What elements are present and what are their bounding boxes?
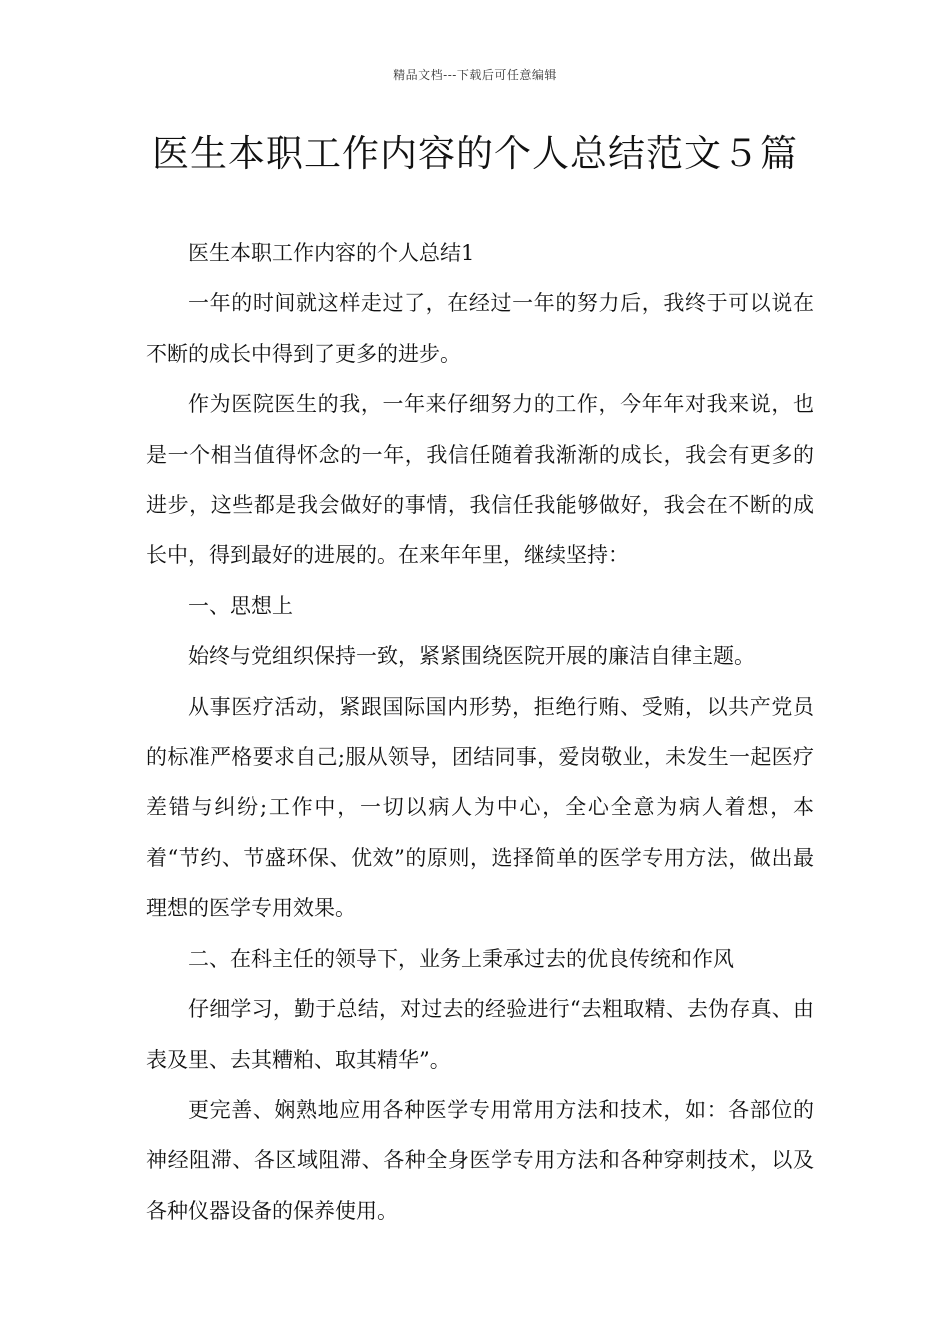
section-heading-1: 医生本职工作内容的个人总结1 (188, 241, 475, 265)
paragraph: 仔细学习，勤于总结，对过去的经验进行“去粗取精、去伪存真、由表及里、去其糟粕、取其精华”。 (146, 997, 814, 1072)
paragraph: 更完善、娴熟地应用各种医学专用常用方法和技术，如：各部位的神经阻滞、各区域阻滞、各种全身医学专用方法和各种穿刺技术，以及各种仪器设备的保养使用。 (146, 1097, 814, 1223)
paragraph: 从事医疗活动，紧跟国际国内形势，拒绝行贿、受贿，以共产党员的标准严格要求自己;服从领导，团结同事，爱岗敬业，未发生一起医疗差错与纠纷;工作中，一切以病人为中心，全心全意为病人着想，本着“节约、节盛环保、优效”的原则，选择简单的医学专用方法，做出最理想的医学专用效果。 (146, 694, 814, 921)
paragraph: 一年的时间就这样走过了，在经过一年的努力后，我终于可以说在不断的成长中得到了更多的进步。 (146, 291, 814, 366)
paragraph: 始终与党组织保持一致，紧紧围绕医院开展的廉洁自律主题。 (188, 644, 755, 669)
subheading-business: 二、在科主任的领导下，业务上秉承过去的优良传统和作风 (188, 946, 734, 971)
document-title: 医生本职工作内容的个人总结范文５篇 (152, 132, 798, 175)
paragraph: 作为医院医生的我，一年来仔细努力的工作，今年年对我来说，也是一个相当值得怀念的一年，我信任随着我渐渐的成长，我会有更多的进步，这些都是我会做好的事情，我信任我能够做好，我会在不断的成长中，得到最好的进展的。在来年年里，继续坚持： (146, 392, 814, 568)
document-body (146, 228, 814, 1236)
subheading-thought: 一、思想上 (188, 593, 293, 618)
header-note: 精品文档---下载后可任意编辑 (393, 68, 557, 82)
